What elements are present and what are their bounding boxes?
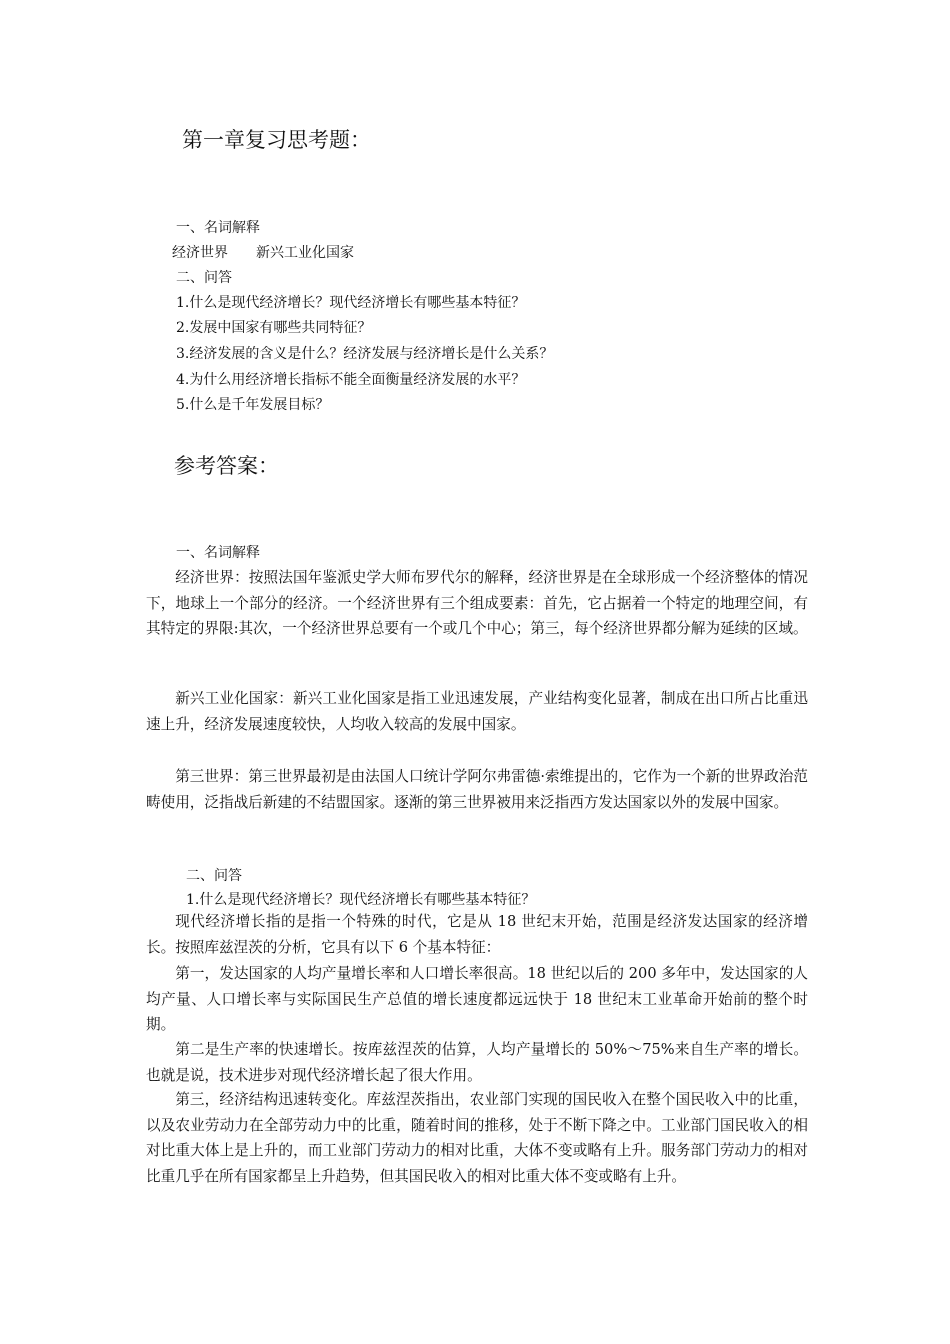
review-section-terms: 一、名词解释 xyxy=(176,220,260,236)
review-question-2: 2.发展中国家有哪些共同特征？ xyxy=(176,320,372,336)
answer-question-1: 1.什么是现代经济增长？现代经济增长有哪些基本特征？ xyxy=(186,892,536,908)
answer-q1-feature-3: 第三，经济结构迅速转变化。库兹涅茨指出，农业部门实现的国民收入在整个国民收入中的比重，以及农业劳动力在全部劳动力中的比重，随着时间的推移，处于不断下降之中。工业部门国民收入的相对比重大体上是上升的，而工业部门劳动力的相对比重，大体不变或略有上升。服务部门劳动力的相对比重几乎在所有国家都呈上升趋势，但其国民收入的相对比重大体不变或略有上升。 xyxy=(146,1091,808,1186)
review-question-1: 1.什么是现代经济增长？现代经济增长有哪些基本特征？ xyxy=(176,295,526,311)
review-section-qa: 二、问答 xyxy=(176,270,232,286)
definition-economic-world: 经济世界：按照法国年鉴派史学大师布罗代尔的解释，经济世界是在全球形成一个经济整体的情况下，地球上一个部分的经济。一个经济世界有三个组成要素：首先，它占据着一个特定的地理空间，有其特定的界限:其次，一个经济世界总要有一个或几个中心；第三，每个经济世界都分解为延续的区域。 xyxy=(146,569,808,638)
answer-q1-feature-1: 第一，发达国家的人均产量增长率和人口增长率很高。18 世纪以后的 200 多年中，发达国家的人均产量、人口增长率与实际国民生产总值的增长速度都远远快于 18 世纪末工业革命开始前的整个时期。 xyxy=(146,965,808,1034)
review-question-5: 5.什么是千年发展目标？ xyxy=(176,397,330,413)
answer-q1-feature-2: 第二是生产率的快速增长。按库兹涅茨的估算，人均产量增长的 50%～75%来自生产率的增长。也就是说，技术进步对现代经济增长起了很大作用。 xyxy=(146,1041,808,1084)
answers-section-terms: 一、名词解释 xyxy=(176,545,260,561)
answers-title: 参考答案： xyxy=(174,454,279,478)
review-question-3: 3.经济发展的含义是什么？经济发展与经济增长是什么关系？ xyxy=(176,346,554,362)
answer-q1-intro: 现代经济增长指的是指一个特殊的时代，它是从 18 世纪末开始，范围是经济发达国家的经济增长。按照库兹涅茨的分析，它具有以下 6 个基本特征： xyxy=(146,913,808,956)
definition-third-world: 第三世界：第三世界最初是由法国人口统计学阿尔弗雷德·索维提出的，它作为一个新的世界政治范畴使用，泛指战后新建的不结盟国家。逐渐的第三世界被用来泛指西方发达国家以外的发展中国家。 xyxy=(146,768,808,811)
definition-nic: 新兴工业化国家：新兴工业化国家是指工业迅速发展，产业结构变化显著，制成在出口所占比重迅速上升，经济发展速度较快，人均收入较高的发展中国家。 xyxy=(146,690,808,733)
review-title: 第一章复习思考题： xyxy=(182,128,371,152)
review-terms-list: 经济世界 新兴工业化国家 xyxy=(172,245,354,261)
answers-section-qa: 二、问答 xyxy=(186,868,242,884)
review-question-4: 4.为什么用经济增长指标不能全面衡量经济发展的水平？ xyxy=(176,372,526,388)
